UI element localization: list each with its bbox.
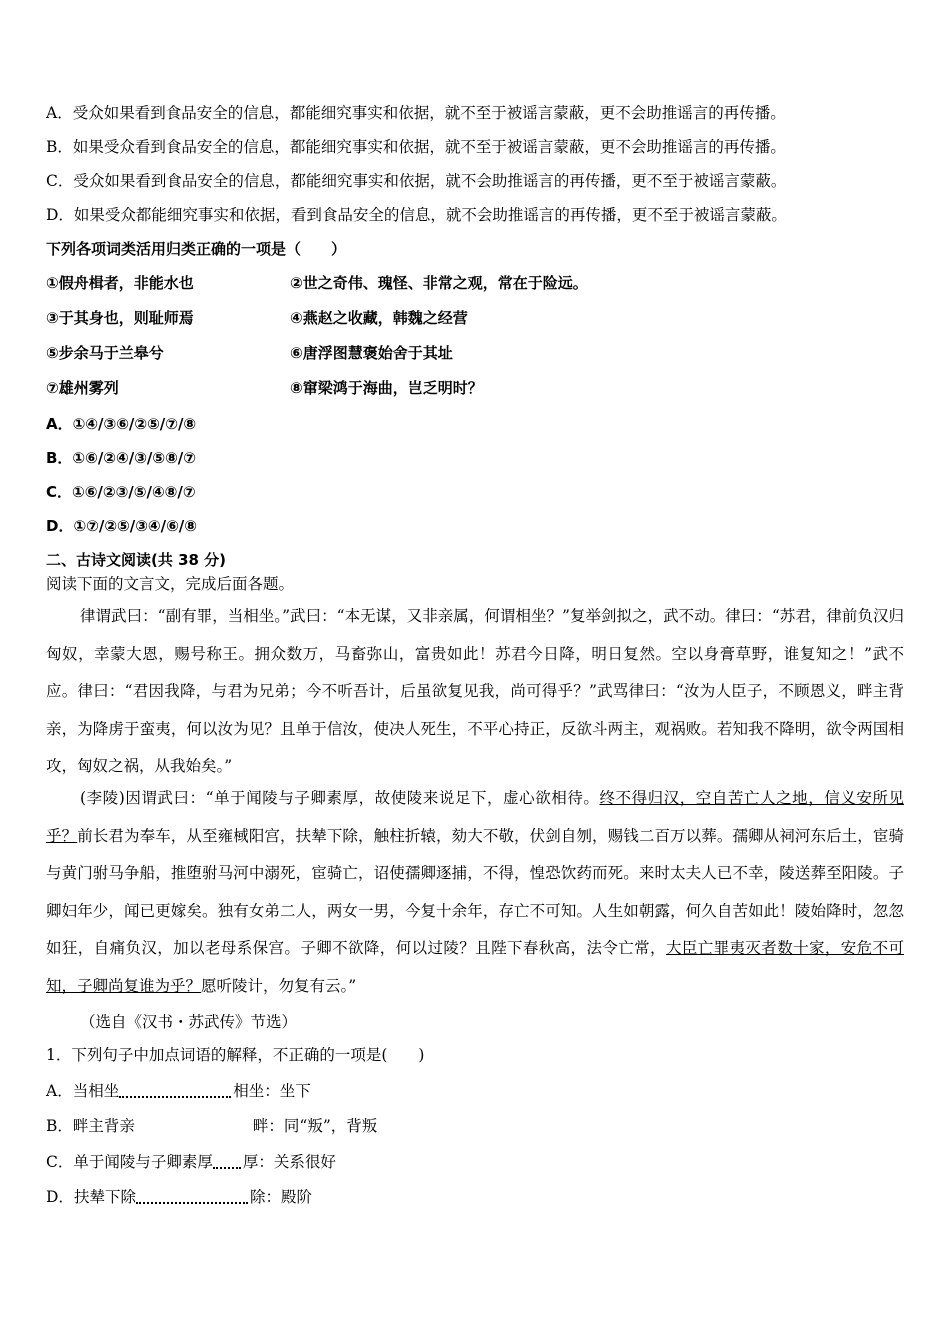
q1-option-d-letter: D．: [46, 1188, 74, 1206]
q1-option-a-text: 当相坐: [72, 1082, 120, 1100]
classify-choice-a: A．①④/③⑥/②⑤/⑦/⑧: [46, 415, 197, 433]
classify-item-4: ④燕赵之收藏，韩魏之经营: [290, 309, 468, 327]
classify-item-1: ①假舟楫者，非能水也: [46, 274, 194, 292]
q1-option-a-gloss: 相坐：坐下: [233, 1082, 311, 1100]
q1-option-c-letter: C．: [46, 1153, 74, 1171]
option-c-top: C．受众如果看到食品安全的信息，都能细究事实和依据，就不会助推谣言的再传播，更不至于被谣言蒙蔽。: [46, 172, 787, 190]
q1-option-c: [46, 1151, 336, 1173]
classify-item-row-3: [46, 342, 453, 364]
passage-paragraph-2: [46, 780, 904, 1006]
section-instruction: 阅读下面的文言文，完成后面各题。: [46, 575, 295, 593]
q1-option-b-gloss: 畔：同“叛”，背叛: [252, 1117, 378, 1135]
para2-text-c: 愿听陵计，勿复有云。”: [201, 976, 357, 995]
classify-item-8: ⑧窜梁鸿于海曲，岂乏明时？: [290, 379, 483, 397]
classify-item-2: ②世之奇伟、瑰怪、非常之观，常在于险远。: [290, 274, 588, 292]
q1-option-d: [46, 1186, 312, 1208]
q1-option-c-gloss: 厚：关系很好: [242, 1153, 336, 1171]
option-a-top: A．受众如果看到食品安全的信息，都能细究事实和依据，就不至于被谣言蒙蔽，更不会助推谣言的再传播。: [46, 104, 786, 122]
q1-option-b-text: 畔主背亲: [72, 1117, 135, 1135]
classify-question-stem: 下列各项词类活用归类正确的一项是（ ）: [46, 240, 347, 258]
classify-item-row-1: [46, 272, 588, 294]
underlined-sentence-1: 终不得归汉，空自苦亡人之地，信义安所见乎？: [46, 789, 904, 845]
classify-item-row-2: [46, 307, 468, 329]
classify-item-row-4: [46, 377, 483, 399]
q1-option-d-text: 扶辇下除: [73, 1188, 136, 1206]
passage-source: （选自《汉书・苏武传》节选）: [80, 1013, 298, 1031]
classify-choice-c: C．①⑥/②③/⑤/④⑧/⑦: [46, 483, 196, 501]
underlined-sentence-2: 大臣亡罪夷灭者数十家，安危不可知，子卿尚复谁为乎？: [46, 939, 904, 995]
q1-option-a-letter: A．: [46, 1082, 73, 1100]
section-title: 二、古诗文阅读(共 38 分): [46, 551, 227, 569]
classify-item-3: ③于其身也，则耻师焉: [46, 309, 194, 327]
para2-text-a: (李陵)因谓武曰：“单于闻陵与子卿素厚，故使陵来说足下，虚心欲相待。: [80, 789, 600, 807]
classify-item-7: ⑦雄州雾列: [46, 379, 119, 397]
q1-option-d-gloss: 除：殿阶: [249, 1188, 312, 1206]
q1-option-c-text: 单于闻陵与子卿素厚: [73, 1153, 213, 1171]
emphasis-dots: [119, 1086, 231, 1098]
q1-option-b-letter: B．: [46, 1117, 73, 1135]
q1-option-a: [46, 1080, 311, 1102]
option-d-top: D．如果受众都能细究事实和依据，看到食品安全的信息，就不会助推谣言的再传播，更不至于被谣言蒙蔽。: [46, 206, 787, 224]
classify-item-6: ⑥唐浮图慧褒始舍于其址: [290, 344, 453, 362]
q1-option-b: [46, 1115, 377, 1137]
classify-choice-b: B．①⑥/②④/③/⑤⑧/⑦: [46, 449, 196, 467]
passage-paragraph-1: 律谓武曰：“副有罪，当相坐。”武曰：“本无谋，又非亲属，何谓相坐？”复举剑拟之，武不动。律曰：“苏君，律前负汉归匈奴，幸蒙大恩，赐号称王。拥众数万，马畜弥山，富贵如此！苏君今日降，明日复然。空以身膏草野，谁复知之！”武不应。律曰：“君因我降，与君为兄弟；今不听吾计，后虽欲复见我，尚可得乎？”武骂律曰：“汝为人臣子，不顾恩义，畔主背亲，为降虏于蛮夷，何以汝为见？且单于信汝，使决人死生，不平心持正，反欲斗两主，观祸败。若知我不降明，欲令两国相攻，匈奴之祸，从我始矣。”: [46, 607, 904, 776]
classify-item-5: ⑤步余马于兰皋兮: [46, 344, 164, 362]
option-b-top: B．如果受众看到食品安全的信息，都能细究事实和依据，就不至于被谣言蒙蔽，更不会助推谣言的再传播。: [46, 138, 786, 156]
classify-choice-d: D．①⑦/②⑤/③④/⑥/⑧: [46, 517, 197, 535]
emphasis-dots: [136, 1192, 248, 1204]
q1-stem: 1．下列句子中加点词语的解释，不正确的一项是( ): [46, 1046, 425, 1064]
emphasis-dots: [213, 1157, 241, 1169]
para2-text-b: 前长君为奉车，从至雍棫阳宫，扶辇下除，触柱折辕，劾大不敬，伏剑自刎，赐钱二百万以葬。孺卿从祠河东后土，宦骑与黄门驸马争船，推堕驸马河中溺死，宦骑亡，诏使孺卿逐捕，不得，惶恐饮药而死。来时太夫人已不幸，陵送葬至阳陵。子卿妇年少，闻已更嫁矣。独有女弟二人，两女一男，今复十余年，存亡不可知。人生如朝露，何久自苦如此！陵始降时，忽忽如狂，自痛负汉，加以老母系保宫。子卿不欲降，何以过陵？且陛下春秋高，法令亡常，: [46, 826, 904, 958]
